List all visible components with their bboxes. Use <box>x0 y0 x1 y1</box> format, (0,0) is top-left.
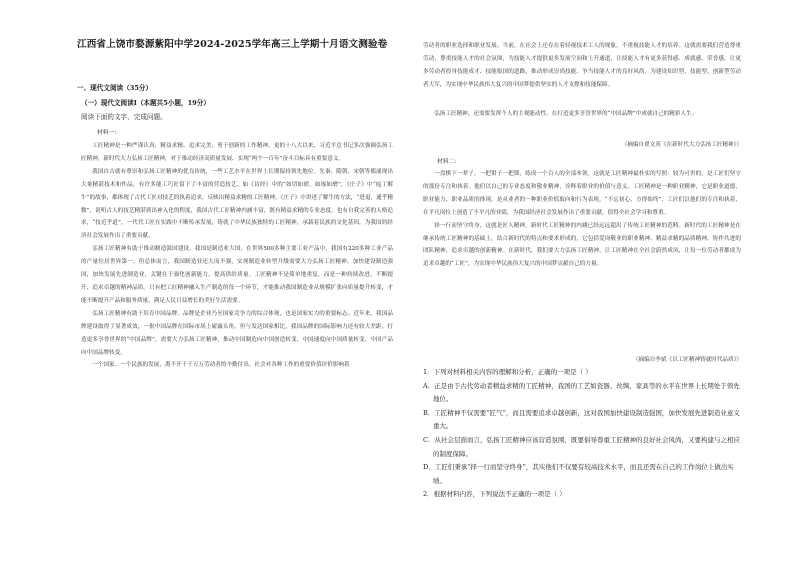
material2-body <box>423 168 741 354</box>
material2-label: 材料二： <box>437 159 461 165</box>
question-1-option-a: A．正是由于古代劳动者精益求精的工匠精神，我国的工艺如瓷器、丝绸、家具等的水平在世界上长期处于领先地位。 <box>423 381 740 404</box>
section-heading: 一、现代文阅读（35分） <box>77 84 153 92</box>
material2-paragraph: 择一行而坚守终身，这就是匠人精神。新时代工匠精神的内涵已经远远超出了传统工匠精神的范畴。新时代的工匠精神是在继承传统工匠精神的基础上，结合新时代的特点和要求形成的，它包括爱岗敬业的职业精神、精益求精的品质精神、协作共进的团队精神、追求卓越的创新精神。在新时代，我们要大力弘扬工匠精神，让工匠精神在全社会蔚然成风，让每一位劳动者都成为追求卓越的“工匠”，为实现中华民族伟大复兴的中国梦贡献自己的力量。 <box>423 222 741 268</box>
questions <box>423 366 743 556</box>
question-2: 2．根据材料内容，下列说法不正确的一项是（ ） <box>423 490 566 499</box>
material1-paragraph: 工匠精神是一种严谨认真、精益求精、追求完美、勇于创新的工作精神，更的十八大以来，习近平总书记多次强调弘扬工匠精神，新时代大力弘扬工匠精神，对于推动经济高质量发展、实现“两个一百年”奋斗目标具有重要意义。 <box>81 143 393 162</box>
material1-continued <box>423 40 741 106</box>
material1-paragraph: 劳动者的职业选择和职业发展。当前，在社会上还存在着轻视技术工人的现象，不重视技能人才的培养。这就需要我们营造尊重劳动、尊重技能人才的社会氛围，为技能人才提供更多发展空间和上升通道，让技能人才有更多获得感、成就感、荣誉感，让更多劳动者投身技能成才、技能报国的道路，推动形成崇尚技能、争当技能人才的良好风尚，为建设知识型、技能型、创新型劳动者大军，为实现中华民族伟大复兴的中国梦提供坚实的人才支撑和技能保障。 <box>423 43 741 88</box>
exam-title: 江西省上饶市婺源紫阳中学2024-2025学年高三上学期十月语文测验卷 <box>77 39 388 50</box>
material2-attribution: （摘编自李斌《以工匠精神铸就时代品质》） <box>632 357 742 363</box>
material1-paragraph: 一个国家、一个民族的发展，离不开千千万万劳动者的辛勤付出。社会对各种工作的重要价值评价影响着 <box>92 362 350 369</box>
question-1-option-b: B．工匠精神不仅需要“匠气”，而且需要追求卓越创新，这对我国加快建设制造强国，加快发展先进制造业意义重大。 <box>423 408 740 431</box>
subsection-heading: （一）现代文阅读Ⅰ（本题共5小题，19分） <box>81 99 210 107</box>
question-1: 1．下列对材料相关内容的理解和分析，正确的一项是（ ） <box>423 368 592 376</box>
material1-closing <box>423 108 741 136</box>
reading-instruction: 阅读下面的文字，完成问题。 <box>81 113 167 121</box>
material1-label: 材料一： <box>97 130 121 136</box>
material2-paragraph: 一盘棋下一辈子，一把钳子一把锁，练成一个百人的全部本领。这就是工匠精神最朴实的写照：较为可贵的，是工匠们坚守的那份专注和执着。他们以自己的专业态度和敬业精神，诠释着职业的价值与意义。工匠精神是一种职业精神，它是职业道德、职业能力、职业品质的体现，是从业者的一种职业价值取向和行为表现。“不忘初心，方得始终”，工匠们以他们的专注和执着，在平凡岗位上创造了不平凡的业绩，为我国经济社会发展作出了重要贡献，值得全社会学习和尊重。 <box>423 171 741 216</box>
material1-attribution: （摘编自翟文英《在新时代大力弘扬工匠精神》） <box>621 142 742 148</box>
material1-paragraph: 弘扬工匠精神有助于培育中国品牌。品牌是企业乃至国家竞争力的综合体现，也是国家实力的重要标志。近年来，我国品牌建设取得了显著成效，一批中国品牌在国际市场上崭露头角，但与发达国家相比，我国品牌的国际影响力还有较大差距。打造更多享誉世界的“中国品牌”，需要大力弘扬工匠精神，推动中国制造向中国创造转变、中国速度向中国质量转变、中国产品向中国品牌转变。 <box>81 310 393 356</box>
material1-body <box>81 140 393 554</box>
material1-paragraph: 弘扬工匠精神，还需要发挥个人的主观能动性，在打造更多享誉世界的“中国品牌”中成就自己的精彩人生。 <box>434 111 698 117</box>
question-1-option-d: D．工匠们秉承“择一行而坚守终身”，其实他们不仅要有较高技术水平，而且还需在自己的工作岗位上做出实绩。 <box>423 463 734 485</box>
material1-paragraph: 弘扬工匠精神有助于推动制造强国建设。我国是制造业大国，在世界500多种主要工业产品中，我国有220多种工业产品的产量位居世界第一。但总体而言，我国制造业还大而不强，实现制造业转型升级需要大力弘扬工匠精神。加快建设制造强国，加快发展先进制造业，关键在于强化创新能力，提高供给质量。工匠精神不是简单地重复，而是一种持续改进、不断提升、追求卓越的精神品质。只有把工匠精神融入生产制造的每一个环节，才能推动我国制造业从规模扩张向质量提升转变，才能不断提升产品和服务质量，满足人民日益增长的美好生活需要。 <box>81 246 393 304</box>
question-1-option-c: C．从社会层面而言，弘扬工匠精神应该营造氛围，既要倡导尊重工匠精神的良好社会风尚，又要构建与之相应的制度保障。 <box>423 435 740 458</box>
material1-paragraph: 我国自古就有尊崇和弘扬工匠精神的优良传统，一些工艺水平在世界上长期保持领先地位。先秦、隋朝、宋朝等都涌现出大量精湛技术和作品，有许多能工巧匠留下了丰富的营造技艺，如《诗经》中的“如切如磋，如琢如磨”，《庄子》中“庖丁解牛”的故事，都体现了古代工匠对技艺的执着追求，反映出精益求精的工匠精神。《庄子》中讲述了解牛的方法，“进退，通乎精微”，说明古人的技艺精湛到出神入化的程度，我国古代工匠精神内涵丰富，既有精益求精的专业态度，也有自我完善的人格追求，“技近乎道”，一代代工匠在实践中不断传承发展，铸就了中华民族独特的工匠精神，承载着民族的文化基因，为我国的经济社会发展作出了重要贡献。 <box>81 168 393 240</box>
